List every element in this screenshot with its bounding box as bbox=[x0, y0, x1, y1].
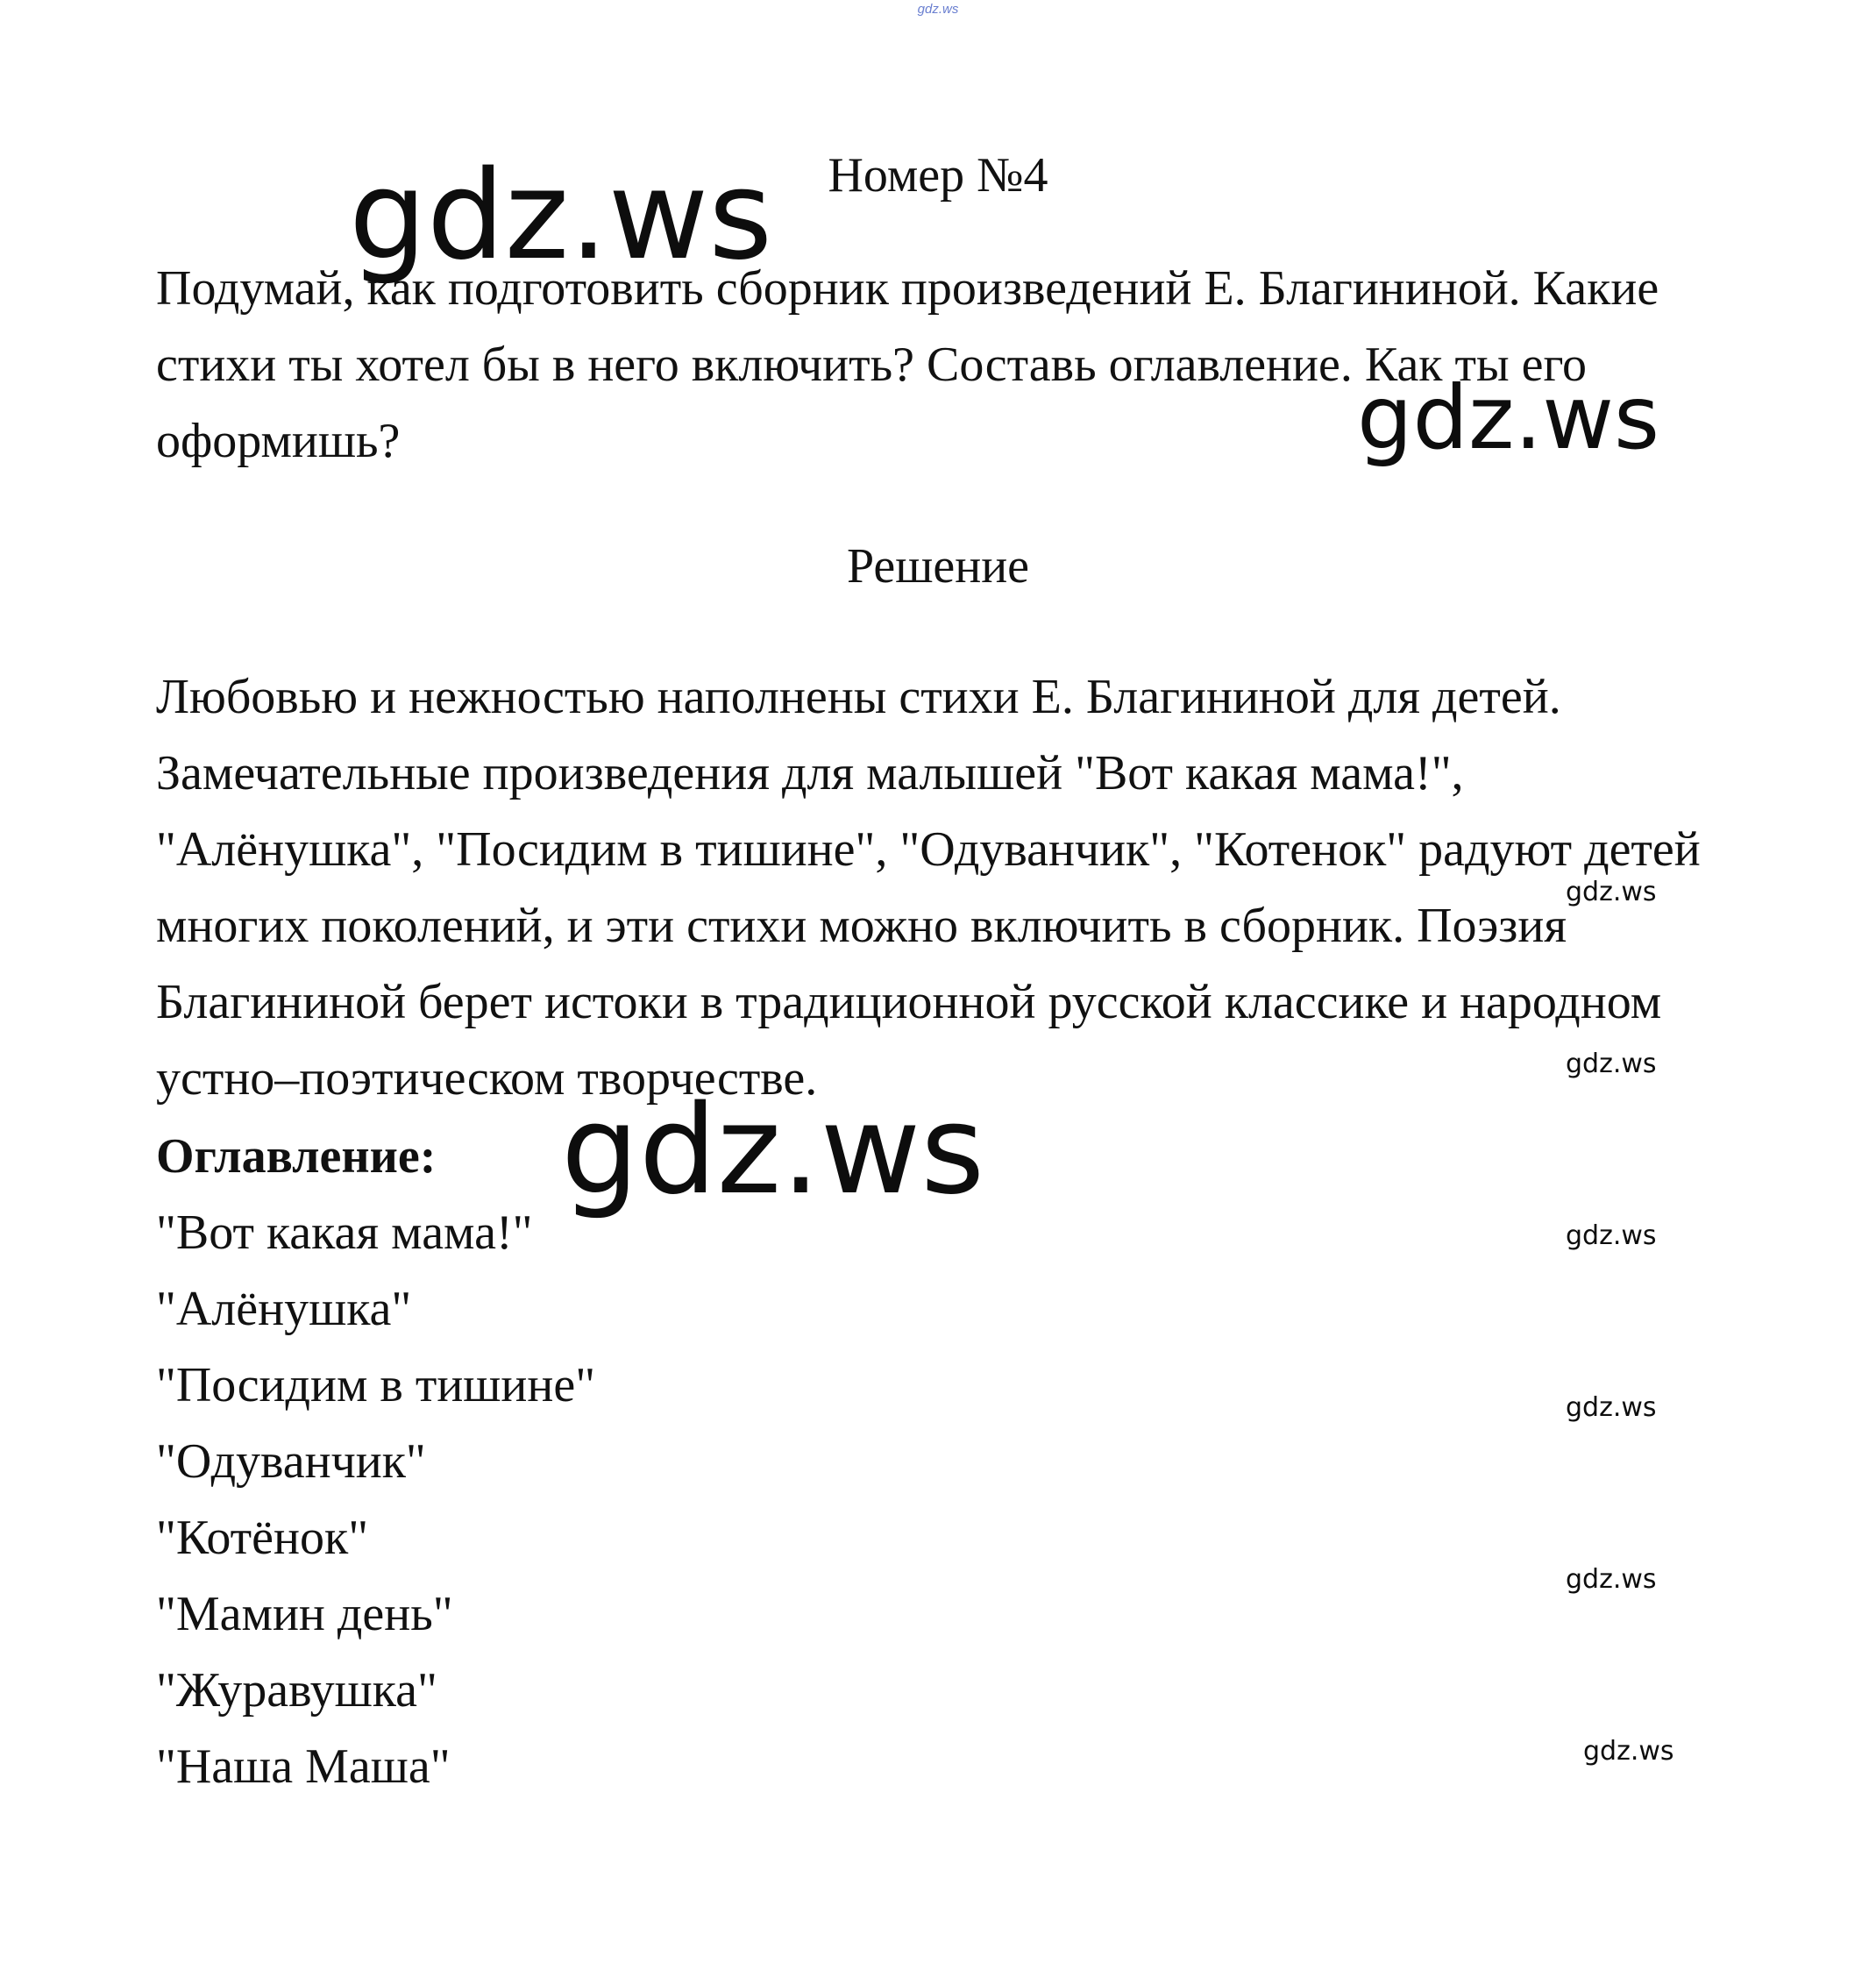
task-text: Подумай, как подготовить сборник произведений Е. Благининой. Какие стихи ты хотел бы в него включить? Составь оглавление. Как ты его оформишь? bbox=[156, 261, 1659, 468]
toc-item: "Наша Маша" bbox=[156, 1739, 451, 1794]
watermark-small-3: gdz.ws bbox=[1566, 1220, 1657, 1251]
toc-item: "Журавушка" bbox=[156, 1663, 437, 1718]
watermark-large-top: gdz.ws bbox=[349, 145, 773, 288]
toc-item: "Алёнушка" bbox=[156, 1282, 412, 1336]
toc-item: "Вот какая мама!" bbox=[156, 1205, 533, 1260]
toc-heading: Оглавление: bbox=[156, 1129, 437, 1184]
watermark-small-1: gdz.ws bbox=[1566, 877, 1657, 907]
watermark-small-4: gdz.ws bbox=[1566, 1392, 1657, 1423]
watermark-small-6: gdz.ws bbox=[1583, 1736, 1674, 1767]
page-title: Номер №4 bbox=[828, 148, 1048, 203]
watermark-large-middle: gdz.ws bbox=[561, 1079, 985, 1222]
toc-item: "Посидим в тишине" bbox=[156, 1358, 596, 1412]
toc-item: "Котёнок" bbox=[156, 1511, 369, 1565]
solution-heading: Решение bbox=[846, 539, 1030, 594]
toc-item: "Мамин день" bbox=[156, 1587, 453, 1641]
watermark-small-5: gdz.ws bbox=[1566, 1564, 1657, 1595]
toc-list bbox=[156, 1195, 595, 1805]
header-watermark: gdz.ws bbox=[917, 2, 959, 17]
toc-item: "Одуванчик" bbox=[156, 1434, 426, 1489]
watermark-small-2: gdz.ws bbox=[1566, 1049, 1657, 1079]
solution-text: Любовью и нежностью наполнены стихи Е. Благининой для детей. Замечательные произведения для малышей "Вот какая мама!", "Алёнушка", "Посидим в тишине", "Одуванчик", "Котенок" радуют детей многих поколений, и эти стихи можно включить в сборник. Поэзия Благининой берет истоки в традиционной русской классике и народном устно–поэтическом творчестве. bbox=[156, 670, 1701, 1106]
watermark-medium: gdz.ws bbox=[1357, 366, 1660, 469]
